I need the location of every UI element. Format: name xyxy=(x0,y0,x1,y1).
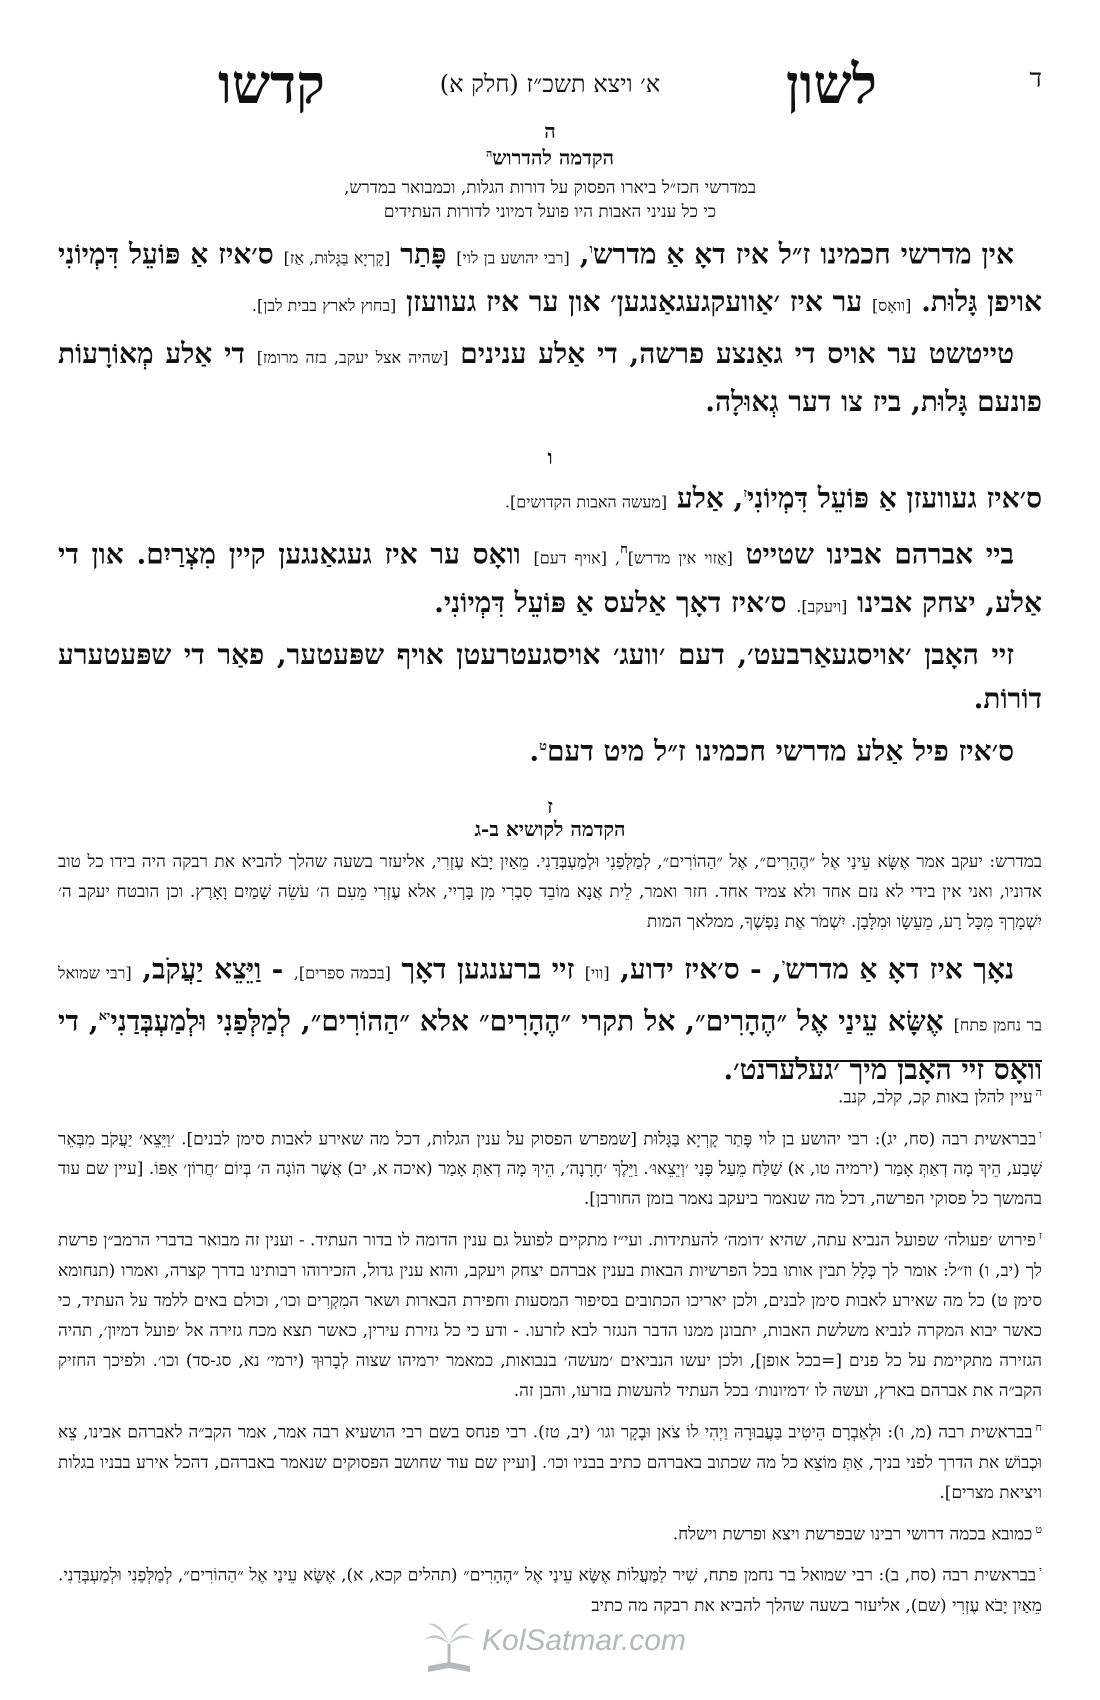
section-subtitle-2: כי כל עניני האבות היו פועל דמיוני לדורות העתידים xyxy=(383,201,717,222)
footnote-mark: יא xyxy=(98,1009,111,1025)
footnote: $^ז$פירוש ׳פעולה׳ שפועל הנביא עתה, שהיא ׳דומה׳ להעתידות. ועי״ז מתקיים לפועל גם ענין הדומה לו בדור העתיד. - וענין זה מבואר בדברי הרמב״ן פרשת לך (יב, ו) וז״ל: אומר לך כְּלָל תבין אותו בכל הפרשיות הבאות בענין אברהם יצחק ויעקב, והוא ענין גדול, הזכירוהו רבותינו בדרך קצרה, ואמרו (תנחומא סימן ט) כל מה שאירע לאבות סימן לבנים, ולכן יאריכו הכתובים בסיפור המסעות וחפירת הבארות ושאר המִקְרִים וכו׳, וכולם באים ללמד על העתיד, כי כאשר יבוא המקרה לנביא משלשת האבות, יתבונן ממנו הדבר הנגזר לבא לזרעו. - ודע כי כל גזירת עירין, כאשר תצא מכח גזירה אל ׳פועל דמיון׳, תהיה הגזירה מתקיימת על כל פנים [=בכל אופן], ולכן יעשו הנביאים ׳מעשה׳ בנבואות, כמאמר ירמיהו שצוה לְבָרוּךְ (ירמי׳ נא, סג-סד) וכו׳. ולפיכך החזיק הקב״ה את אברהם בארץ, ועשה לו ׳דמיונות׳ בכל העתיד להעשות בזרעו, והבן זה. xyxy=(58,1229,1042,1401)
footnote: $^ח$בבראשית רבה (מ, ו): וּלְאַבְרָם הֵיטִיב בַּעֲבוּרָהּ וַיְהִי לוֹ צֹאן וּבָקָר וגו׳ (יב, טז). רבי פנחס בשם רבי הושעיא רבה אמר, אמר הקב״ה לאברהם אבינו, צֵא וּכְבוֹשׁ את הדרך לפני בניך, אַתְּ מוֹצֵא כל מה שכתוב באברהם כתיב בבניו וכו׳. [ועיין שם עוד שחושב הפסוקים שנאמר באברהם, דהכל אירע בבניו בגלות ויציאת מצרים]. xyxy=(58,1420,1042,1503)
paragraph-zayin-1: נאָך איז דאָ אַ מדרש$^י$, - ס׳איז ידוע, [ווי] זיי ברענגען דאָך [בכמה ספרים], - וַיֵּצֵא יַעֲקֹב, [רבי שמואל בר נחמן פתח] אֶשָּׂא עֵינַי אֶל ״הֶהָרִים״, אל תקרי ״הֶהָרִים״ אלא ״הַהוֹרִים״, לְמַלְּפַנִי וּלְמַעְבְּדַנִי$^{יא}$, די וואָס זיי האָבן מיך ׳געלערנט׳. xyxy=(58,952,1043,1086)
paragraph-vav-1: ס׳איז געוועזן אַ פּוֹעֵל דִּמְיוֹנִי$^ז$, אַלע [מעשה האבות הקדושים]. xyxy=(504,481,1042,515)
section-subtitle-1: במדרשי חכז״ל ביארו הפסוק על דורות הגלות, וכמבואר במדרש, xyxy=(343,177,757,198)
footnote: $^י$בבראשית רבה (סח, ב): רבי שמואל בר נחמן פתח, שִׁיר לַמַּעֲלוֹת אֶשָּׂא עֵינַי אֶל ״הֶהָרִים״ (תהלים קכא, א), אֶשָּׂא עֵינַי אֶל ״הַהוֹרִים״, לְמַלְּפַנִי וּלְמַעְבְּדַנִי. מֵאַיִן יָבֹא עֶזְרִי (שם), אליעזר בשעה שהלך להביא את רבקה מה כתיב xyxy=(58,1564,1042,1616)
paragraph-vav-2: ביי אברהם אבינו שטייט [אַזוי אין מדרש]$^ח$, [אויף דעם] וואָס ער איז געגאַנגען קיין מִצְרַיִם. און די אַלע, יצחק אבינו [ויעקב]. ס׳איז דאָך אַלעס אַ פּוֹעֵל דִּמְיוֹנִי. xyxy=(58,537,1042,619)
section-title-zayin: הקדמה לקושיא ב-ג xyxy=(474,816,626,841)
section-letter-vav: ו xyxy=(547,444,553,469)
main-content xyxy=(58,120,1042,1092)
paragraph-vav-3: זיי האָבן ׳אויסגעאַרבעט׳, דעם ׳וועג׳ אויסגעטרעטן אויף שפּעטער, פאַר די שפּעטערע דוֹרוֹת. xyxy=(58,637,1042,715)
section-letter-zayin: ז xyxy=(547,793,553,818)
page-number: ד xyxy=(1029,64,1042,94)
paragraph-he-1: אין מדרשי חכמינו ז״ל איז דאָ אַ מדרש$^ו$, [רבי יהושע בן לוי] פָּתַר [קָרְיָא בַּגָּלוּת, אַז] ס׳איז אַ פּוֹעֵל דִּמְיוֹנִי אויפן גָּלוּת. [וואָס] ער איז ׳אַוועקגעגאַנגען׳ און ער איז געוועזן [בחוץ לארץ בבית לבן]. xyxy=(58,236,1042,318)
footnote-mark: ח xyxy=(620,542,628,558)
footnote-mark: ז xyxy=(743,485,747,501)
section-letter-he: ה xyxy=(544,119,556,143)
footnotes xyxy=(58,1078,1042,1628)
page-header xyxy=(58,52,1042,122)
footnote: $^ו$בבראשית רבה (סח, יג): רבי יהושע בן לוי פָּתַר קָרְיָא בַּגָּלוּת [שמפרש הפסוק על ענין הגלות, דכל מה שאירע לאבות סימן לבנים]. ׳וַיֵּצֵא׳ יַעֲקֹב מִבְּאֵר שָׁבַע, הֵיךְ מָה דְאַתְּ אָמַר (ירמיה טו, א) שַׁלַּח מֵעַל פָּנַי ׳וְיֵצֵאוּ׳. וַיֵּלֶךְ ׳חָרָנָה׳, הֵיךְ מָה דְאַתְּ אָמַר (איכה א, יב) אֲשֶׁר הוֹגָה ה׳ בְּיוֹם ׳חֲרוֹן׳ אַפּוֹ. [עיין שם עוד בהמשך כל פסוקי הפרשה, דכל מה שנאמר ביעקב נאמר בזמן החורבן]. xyxy=(58,1127,1042,1210)
footnote-mark: ו xyxy=(589,241,593,257)
watermark xyxy=(420,1610,686,1680)
footnote: $^ט$כמובא בכמה דרושי רבינו שבפרשת ויצא ופרשת וישלח. xyxy=(672,1522,1042,1545)
footnote-divider xyxy=(752,1060,1042,1062)
header-word-2: קדשו xyxy=(218,52,325,116)
section-title-he: הקדמה להדרוש$^ה$ xyxy=(485,145,615,170)
header-word-1: לשון xyxy=(785,52,877,116)
paragraph-vav-4: ס׳איז פיל אַלע מדרשי חכמינו ז״ל מיט דעם$^ט$. xyxy=(529,733,1014,767)
palm-tree-book-icon xyxy=(420,1614,478,1674)
footnote: $^ה$עיין להלן באות קכ, קלב, קנב. xyxy=(837,1086,1042,1108)
header-center: א׳ ויצא תשכ״ז (חלק א) xyxy=(439,70,661,98)
paragraph-he-2: טייטשט ער אויס די גאַנצע פרשה, די אַלע ענינים [שהיה אצל יעקב, בזה מרומז] די אַלע מְאוֹרָעוֹת פונעם גָּלוּת, ביז צו דער גְאוּלָה. xyxy=(58,336,1042,418)
footnote-mark: ה xyxy=(485,147,493,160)
watermark-text: KolSatmar.com xyxy=(482,1624,686,1657)
footnote-mark: ט xyxy=(539,738,548,754)
footnote-mark: י xyxy=(781,956,786,972)
midrash-quote: במדרש: יעקב אמר אֶשָּׂא עֵינַי אֶל ״הֶהָרִים״, אֶל ״הַהוֹרִים״, לְמַלְּפַנִי וּלְמַעְבְּדַנִי. מֵאַיִן יָבֹא עֶזְרִי, אליעזר בשעה שהלך להביא את רבקה היה בידו כל טוב אדוניו, ואני אין בידי לא נזם אחד ולא צמיד אחד. חזר ואמר, לֵית אֲנָא מוֹבֵד סִבְרִי מִן בָּרְיִי, אלא עֶזְרִי מֵעִם ה׳ עֹשֵׂה שָׁמַיִם וָאָרֶץ. וכן הובטח יעקב ה׳ יִשְׁמָרְךָ מִכָּל רָע, מֵעֵשָׂו וּמִלָּבָן. יִשְׁמֹר אֶת נַפְשֶׁךָ, ממלאך המות xyxy=(58,851,1042,932)
